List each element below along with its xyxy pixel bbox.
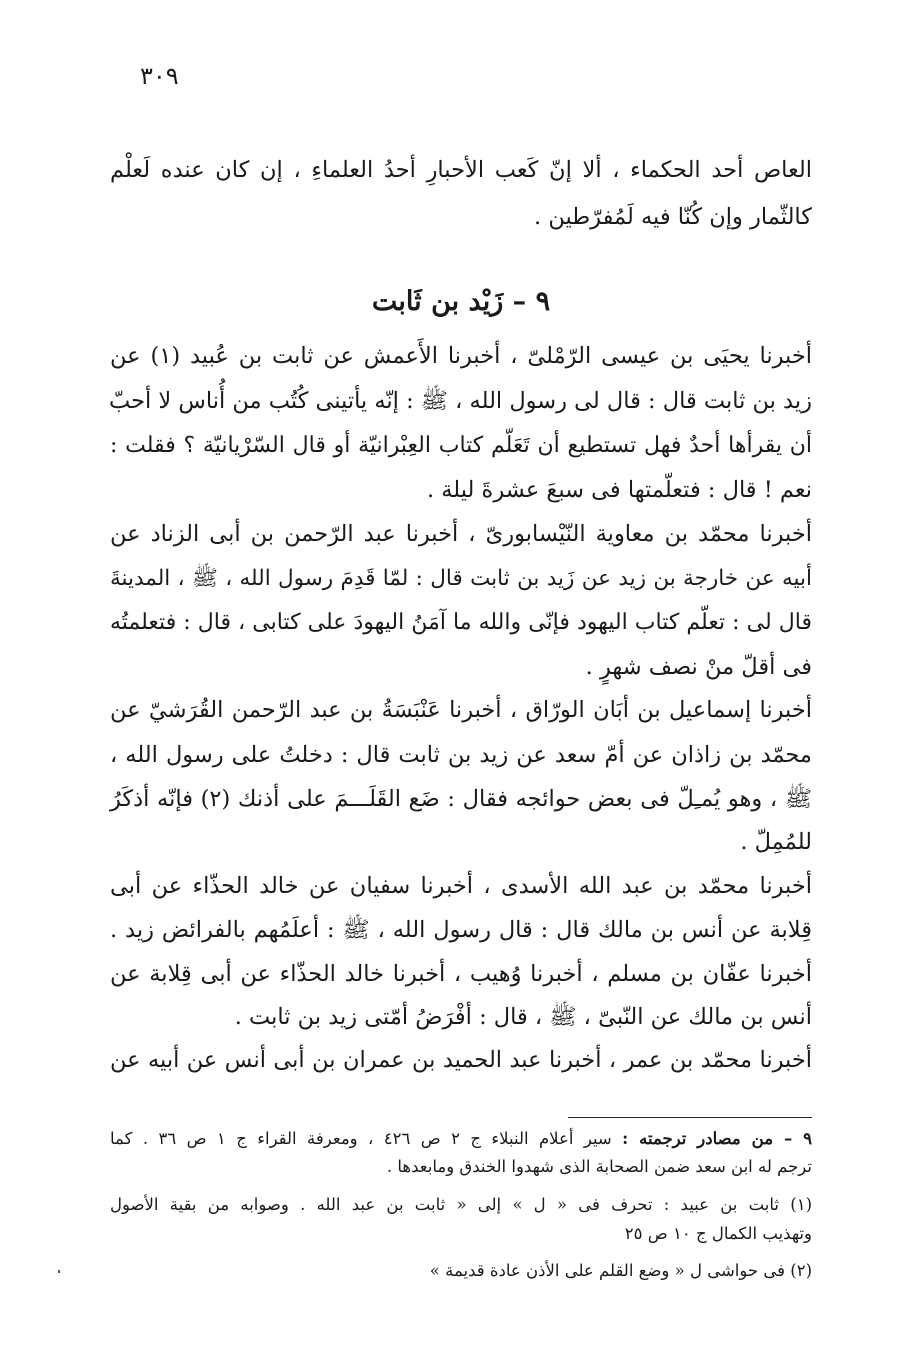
footnote-2: (٢) فى حواشى ل « وضع القلم على الأذن عادة قديمة »	[429, 1261, 812, 1280]
footnote-divider	[568, 1117, 812, 1118]
scan-speck	[58, 1270, 60, 1273]
body-line-6: أبيه عن خارجة بن زيد عن زَيد بن ثابت قال : لمّا قَدِمَ رسول الله ، ﷺ ، المدينةَ	[110, 566, 812, 591]
intro-line-2: كالثّمار وإن كُنّا فيه لَمُفرّطين .	[534, 204, 812, 230]
body-line-12: للمُمِلّ .	[740, 829, 812, 855]
body-line-5: أخبرنا محمّد بن معاوية النّيْسابورىّ ، أخبرنا عبد الرّحمن بن أبى الزناد عن	[110, 521, 812, 547]
body-line-11: ﷺ ، وهو يُمـِلّ فى بعض حوائجه فقال : ضَع القَلَـــمَ على أذنك (٢) فإنّه أذكَرُ	[110, 786, 812, 812]
body-line-16: أنس بن مالك عن النّبىّ ، ﷺ ، قال : أفْرَضُ أمّتى زيد بن ثابت .	[234, 1004, 812, 1030]
body-line-15: أخبرنا عفّان بن مسلم ، أخبرنا وُهيب ، أخبرنا خالد الحذّاء عن أبى قِلابة عن	[110, 961, 812, 987]
body-line-8: فى أقلّ منْ نصف شهرٍ .	[585, 654, 812, 680]
page-number: ٣٠٩	[140, 62, 179, 90]
intro-line-1: العاص أحد الحكماء ، ألا إنّ كَعب الأحبارِ أحدُ العلماءِ ، إن كان عنده لَعلْم	[110, 157, 812, 183]
body-line-3: أن يقرأها أحدٌ فهل تستطيع أن تَعَلّم كتاب العِبْرانيّة أو قال السّرْيانيّة ؟ فقلت :	[110, 433, 812, 458]
footnote-1-line-1: (١) ثابت بن عبيد : تحرف فى « ل » إلى « ثابت بن عبد الله . وصوابه من بقية الأصول	[110, 1195, 812, 1214]
body-line-2: زيد بن ثابت قال : قال لى رسول الله ، ﷺ : إنّه يأتينى كُتُب من أُناس لا أحبّ	[109, 388, 812, 414]
body-line-13: أخبرنا محمّد بن عبد الله الأسدى ، أخبرنا سفيان عن خالد الحذّاء عن أبى	[110, 873, 812, 899]
body-line-9: أخبرنا إسماعيل بن أبَان الورّاق ، أخبرنا عَنْبَسَةُ بن عبد الرّحمن القُرَشيّ عن	[110, 697, 812, 723]
footnote-sources-label: ٩ – من مصادر ترجمته :	[622, 1129, 812, 1148]
footnote-sources-line-1	[110, 1126, 812, 1152]
body-line-1: أخبرنا يحيَى بن عيسى الرّمْلىّ ، أخبرنا الأَعمش عن ثابت بن عُبيد (١) عن	[110, 343, 813, 369]
section-heading: ٩ – زَيْد بن ثَابت	[371, 286, 551, 317]
footnote-1-line-2: وتهذيب الكمال ج ١٠ ص ٢٥	[624, 1224, 812, 1243]
footnote-sources-text: سير أعلام النبلاء ج ٢ ص ٤٢٦ ، ومعرفة القراء ج ١ ص ٣٦ . كما	[110, 1129, 623, 1148]
body-line-10: محمّد بن زاذان عن أمّ سعد عن زيد بن ثابت قال : دخلتُ على رسول الله ،	[110, 742, 812, 768]
body-line-7: قال لى : تعلّم كتاب اليهود فإنّى والله ما آمَنُ اليهودَ على كتابى ، قال : فتعلمتُه	[110, 610, 812, 635]
footnote-sources-line-2: ترجم له ابن سعد ضمن الصحابة الذى شهدوا الخندق ومابعدها .	[386, 1157, 812, 1176]
body-line-4: نعم ! قال : فتعلّمتها فى سبعَ عشرةَ ليلة .	[426, 477, 812, 503]
body-line-14: قِلابة عن أنس بن مالك قال : قال رسول الله ، ﷺ : أعلَمُهم بالفرائض زيد .	[110, 917, 812, 943]
body-line-17: أخبرنا محمّد بن عمر ، أخبرنا عبد الحميد بن عمران بن أبى أنس عن أبيه عن	[110, 1047, 812, 1073]
